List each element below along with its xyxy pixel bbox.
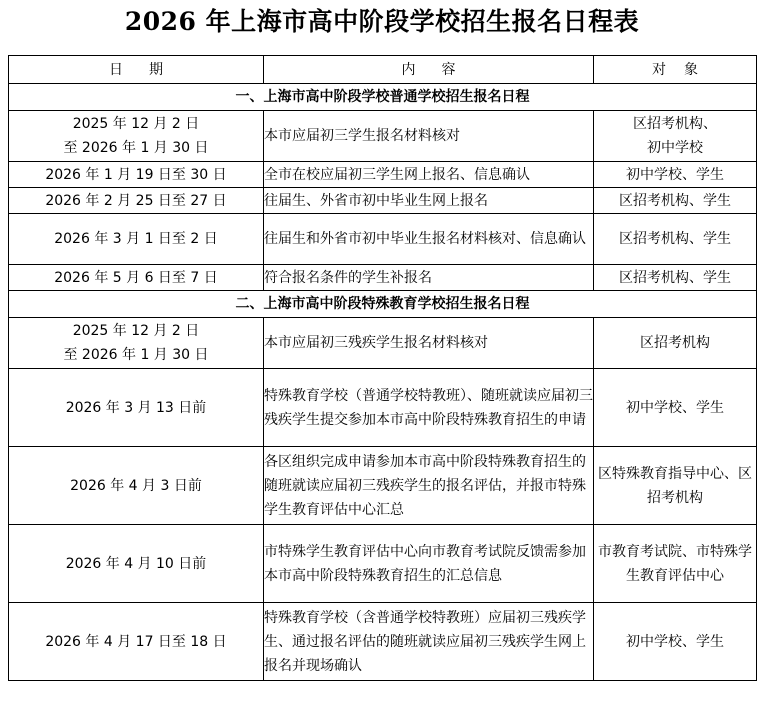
section-heading-special: 二、上海市高中阶段特殊教育学校招生报名日程 [9,291,757,318]
date-cell [9,318,264,369]
table-row [9,447,757,525]
section-heading-general: 一、上海市高中阶段学校普通学校招生报名日程 [9,84,757,111]
target-cell: 区招考机构、学生 [594,214,757,265]
table-row [9,188,757,214]
date-cell: 2026 年 4 月 17 日至 18 日 [9,603,264,681]
date-line: 至 2026 年 1 月 30 日 [63,140,209,156]
target-cell: 初中学校、学生 [594,603,757,681]
content-cell: 本市应届初三学生报名材料核对 [264,111,594,162]
target-cell: 区特殊教育指导中心、区招考机构 [594,447,757,525]
content-cell: 特殊教育学校（普通学校特教班）、随班就读应届初三残疾学生提交参加本市高中阶段特殊教育招生的申请 [264,369,594,447]
page-title: 2026 年上海市高中阶段学校招生报名日程表 [124,7,640,36]
date-cell: 2026 年 3 月 1 日至 2 日 [9,214,264,265]
date-cell [9,111,264,162]
table-row [9,265,757,291]
content-cell: 往届生、外省市初中毕业生网上报名 [264,188,594,214]
header-target: 对象 [594,56,757,84]
content-cell: 市特殊学生教育评估中心向市教育考试院反馈需参加本市高中阶段特殊教育招生的汇总信息 [264,525,594,603]
date-cell: 2026 年 2 月 25 日至 27 日 [9,188,264,214]
date-line: 2025 年 12 月 2 日 [72,323,200,339]
target-cell: 初中学校、学生 [594,162,757,188]
table-header-row [9,56,757,84]
target-cell [594,111,757,162]
content-cell: 特殊教育学校（含普通学校特教班）应届初三残疾学生、通过报名评估的随班就读应届初三残疾学生网上报名并现场确认 [264,603,594,681]
content-cell: 全市在校应届初三学生网上报名、信息确认 [264,162,594,188]
table-row [9,214,757,265]
date-cell: 2026 年 5 月 6 日至 7 日 [9,265,264,291]
date-cell: 2026 年 1 月 19 日至 30 日 [9,162,264,188]
target-cell: 初中学校、学生 [594,369,757,447]
target-cell: 市教育考试院、市特殊学生教育评估中心 [594,525,757,603]
date-line: 至 2026 年 1 月 30 日 [63,347,209,363]
header-content: 内容 [264,56,594,84]
content-cell: 往届生和外省市初中毕业生报名材料核对、信息确认 [264,214,594,265]
table-row [9,525,757,603]
table-row [9,111,757,162]
content-cell: 符合报名条件的学生补报名 [264,265,594,291]
date-cell: 2026 年 4 月 3 日前 [9,447,264,525]
target-line: 区招考机构、 [633,116,717,132]
date-cell: 2026 年 3 月 13 日前 [9,369,264,447]
target-cell: 区招考机构 [594,318,757,369]
table-row [9,162,757,188]
content-cell: 本市应届初三残疾学生报名材料核对 [264,318,594,369]
table-row [9,369,757,447]
target-cell: 区招考机构、学生 [594,265,757,291]
table-row [9,603,757,681]
schedule-table [8,55,757,681]
header-date: 日期 [9,56,264,84]
date-line: 2025 年 12 月 2 日 [72,116,200,132]
target-cell: 区招考机构、学生 [594,188,757,214]
date-cell: 2026 年 4 月 10 日前 [9,525,264,603]
table-row [9,318,757,369]
content-cell: 各区组织完成申请参加本市高中阶段特殊教育招生的随班就读应届初三残疾学生的报名评估，并报市特殊学生教育评估中心汇总 [264,447,594,525]
target-line: 初中学校 [647,140,703,156]
